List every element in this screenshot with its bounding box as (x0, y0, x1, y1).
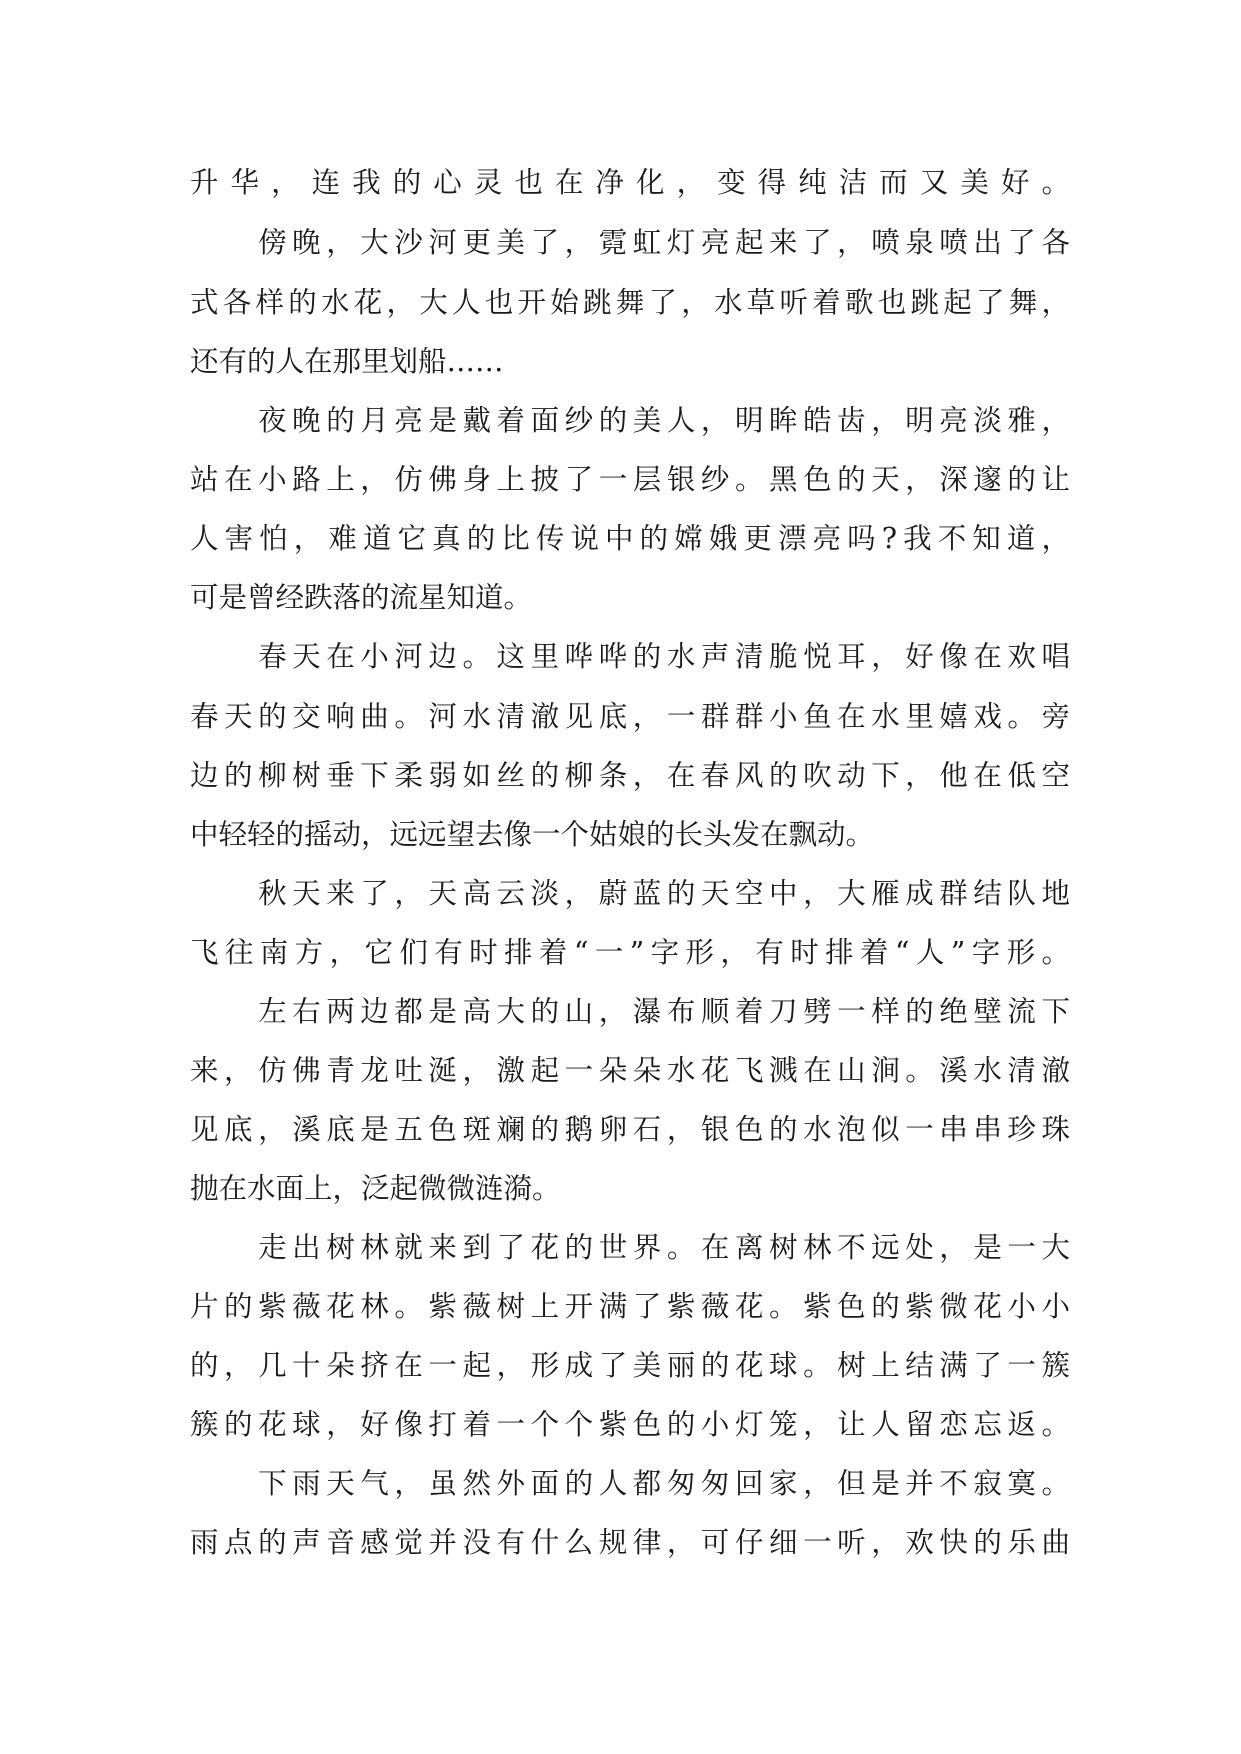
text-line: 飞往南方，它们有时排着“一”字形，有时排着“人”字形。 (190, 936, 1070, 969)
text-line: 片的紫薇花林。紫薇树上开满了紫薇花。紫色的紫微花小小 (190, 1290, 1070, 1323)
text-line: 边的柳树垂下柔弱如丝的柳条，在春风的吹动下，他在低空 (190, 759, 1070, 792)
text-line: 见底，溪底是五色斑斓的鹅卵石，银色的水泡似一串串珍珠 (190, 1113, 1070, 1146)
text-line: 人害怕，难道它真的比传说中的嫦娥更漂亮吗?我不知道， (190, 522, 1070, 555)
text-line: 可是曾经跌落的流星知道。 (190, 581, 533, 614)
text-line: 雨点的声音感觉并没有什么规律，可仔细一听，欢快的乐曲 (190, 1526, 1070, 1559)
text-line: 式各样的水花，大人也开始跳舞了，水草听着歌也跳起了舞， (190, 286, 1070, 319)
text-line: 秋天来了，天高云淡，蔚蓝的天空中，大雁成群结队地 (190, 877, 1070, 910)
text-line: 夜晚的月亮是戴着面纱的美人，明眸皓齿，明亮淡雅， (190, 404, 1070, 437)
text-line: 的，几十朵挤在一起，形成了美丽的花球。树上结满了一簇 (190, 1349, 1070, 1382)
text-line: 春天在小河边。这里哗哗的水声清脆悦耳，好像在欢唱 (190, 640, 1070, 673)
text-line: 站在小路上，仿佛身上披了一层银纱。黑色的天，深邃的让 (190, 463, 1070, 496)
text-line: 左右两边都是高大的山，瀑布顺着刀劈一样的绝壁流下 (190, 995, 1070, 1028)
text-line: 傍晚，大沙河更美了，霓虹灯亮起来了，喷泉喷出了各 (190, 226, 1070, 259)
text-line: 簇的花球，好像打着一个个紫色的小灯笼，让人留恋忘返。 (190, 1408, 1070, 1441)
text-line: 下雨天气，虽然外面的人都匆匆回家，但是并不寂寞。 (190, 1467, 1070, 1500)
text-line: 春天的交响曲。河水清澈见底，一群群小鱼在水里嬉戏。旁 (190, 700, 1070, 733)
text-line: 走出树林就来到了花的世界。在离树林不远处，是一大 (190, 1231, 1070, 1264)
text-line: 升华，连我的心灵也在净化，变得纯洁而又美好。 (190, 166, 1070, 199)
text-line: 还有的人在那里划船…… (190, 345, 504, 378)
text-line: 抛在水面上，泛起微微涟漪。 (190, 1172, 561, 1205)
text-line: 来，仿佛青龙吐涎，激起一朵朵水花飞溅在山涧。溪水清澈 (190, 1054, 1070, 1087)
text-line: 中轻轻的摇动，远远望去像一个姑娘的长头发在飘动。 (190, 818, 875, 851)
